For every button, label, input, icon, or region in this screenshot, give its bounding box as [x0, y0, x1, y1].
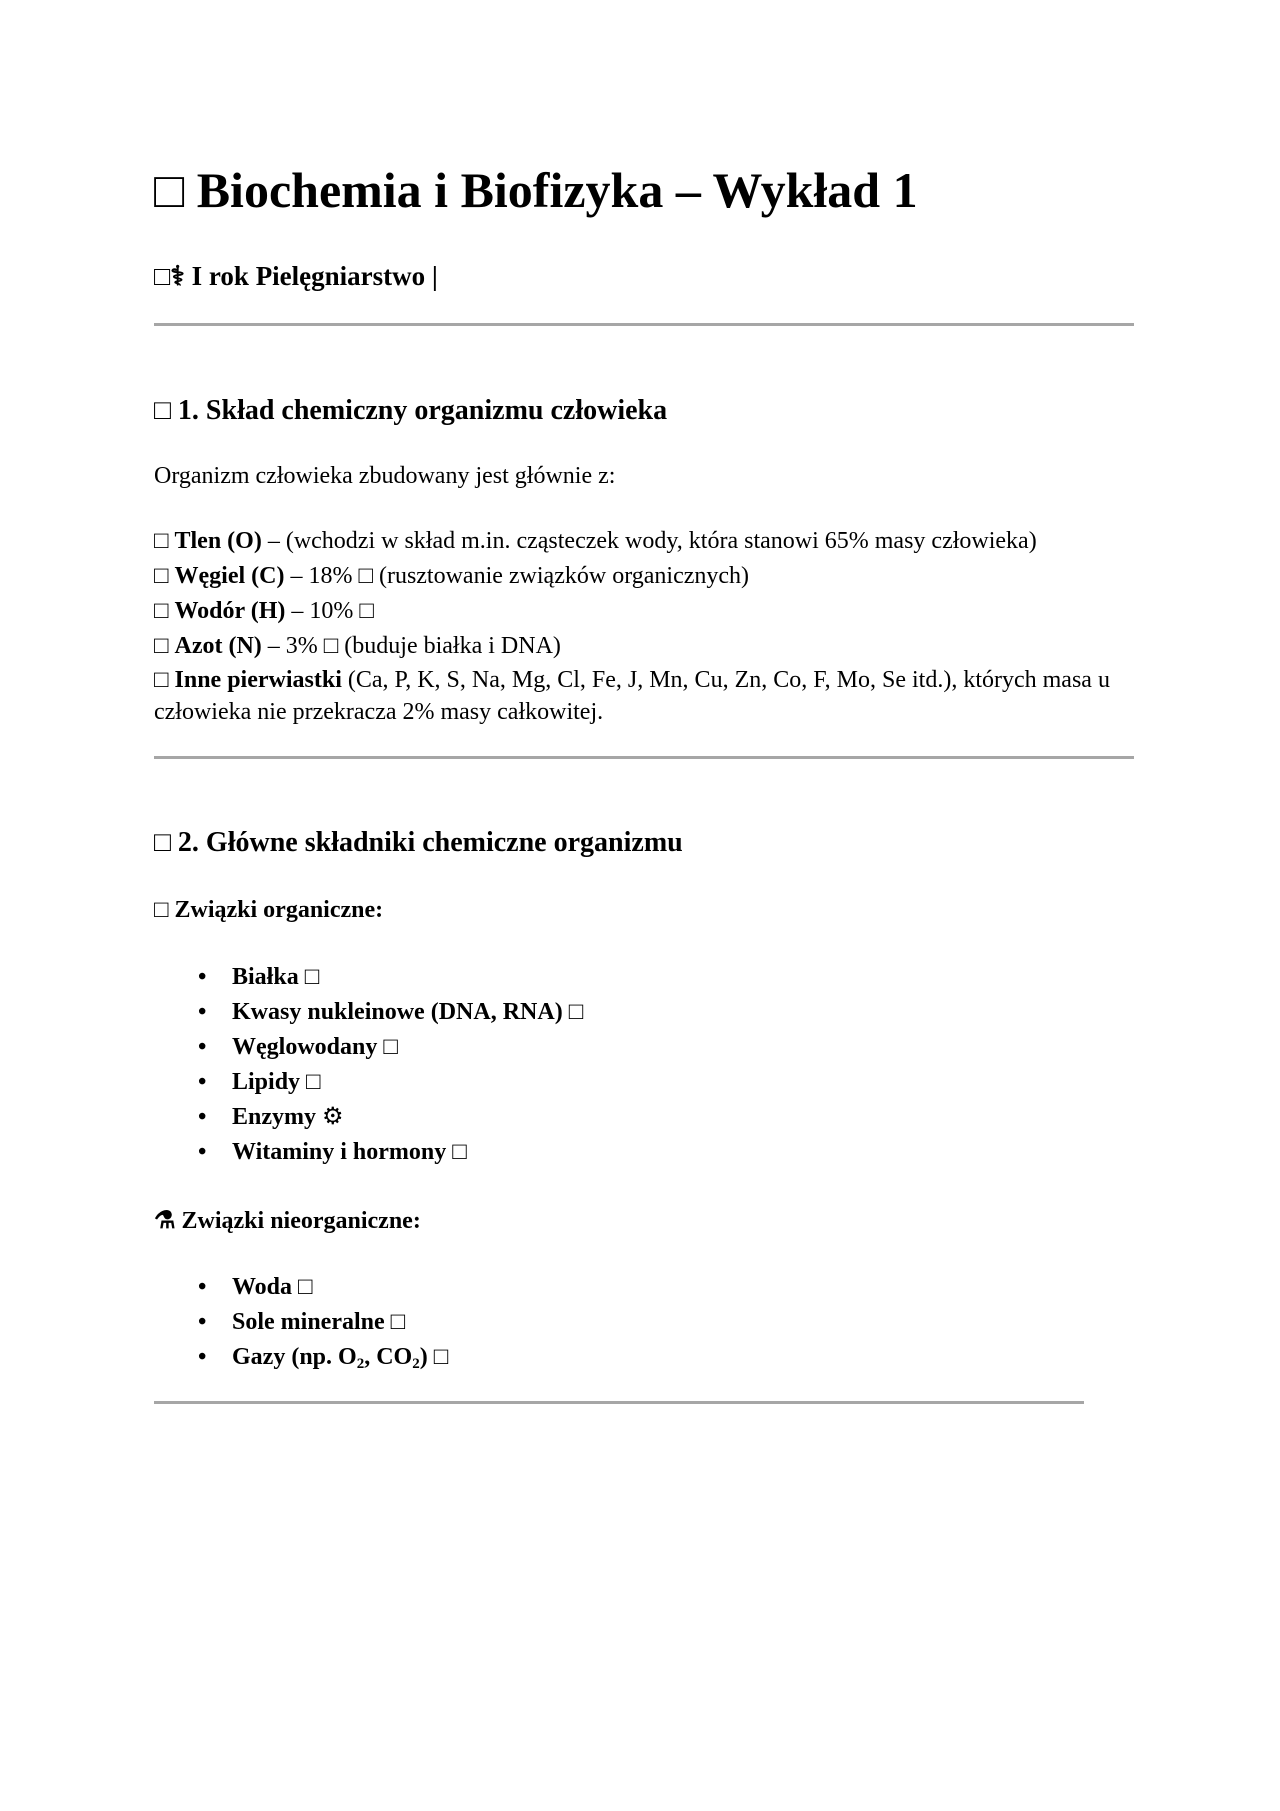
list-item: • Węglowodany □ [198, 1034, 398, 1060]
document-subtitle [154, 260, 438, 292]
horizontal-divider [154, 756, 1134, 759]
inorganic-heading [154, 1206, 421, 1236]
section-1-intro: Organizm człowieka zbudowany jest głównie z: [154, 463, 616, 489]
list-item: • Białka □ [198, 964, 320, 990]
section-2-icon: □ [154, 827, 171, 858]
caduceus-icon: □⚕ [154, 261, 185, 291]
element-text: (Ca, P, K, S, Na, Mg, Cl, Fe, J, Mn, Cu, Zn, Co, F, Mo, Se itd.), których masa u człowieka nie przekracza 2% masy całkowitej. [154, 667, 1110, 725]
title-icon: □ [154, 162, 185, 218]
inorganic-heading-text: Związki nieorganiczne: [181, 1208, 421, 1234]
horizontal-divider [154, 1401, 1084, 1404]
protein-icon: □ [304, 964, 320, 990]
list-item: • Enzymy ⚙ [198, 1104, 344, 1130]
water-icon: □ [298, 1274, 313, 1300]
organic-heading [154, 895, 383, 925]
element-icon: □ [154, 598, 169, 624]
organic-compounds-list [198, 960, 583, 1170]
lipid-icon: □ [306, 1069, 321, 1095]
element-text: – 3% □ (buduje białka i DNA) [261, 633, 561, 659]
element-icon: □ [154, 563, 169, 589]
list-item: • Gazy (np. $O_2$, $CO_2$) □ [198, 1344, 449, 1372]
list-item: • Woda □ [198, 1274, 313, 1300]
element-line-nitrogen [154, 629, 1134, 664]
inorganic-compounds-list [198, 1270, 448, 1375]
element-line-carbon [154, 559, 1134, 594]
element-name: Węgiel (C) [174, 563, 285, 589]
element-name: Inne pierwiastki [174, 667, 342, 693]
element-name: Wodór (H) [174, 598, 286, 624]
elements-list [154, 524, 1134, 728]
salt-icon: □ [390, 1309, 406, 1335]
element-text: – (wchodzi w skład m.in. cząsteczek wody, która stanowi 65% masy człowieka) [261, 528, 1037, 554]
element-line-other [154, 664, 1134, 728]
gear-icon: ⚙ [322, 1104, 344, 1130]
element-text: – 10% □ [285, 598, 374, 624]
gas-icon: □ [433, 1344, 449, 1370]
section-1-heading [154, 394, 667, 428]
element-name: Azot (N) [174, 633, 262, 659]
section-1-icon: □ [154, 395, 171, 426]
element-line-oxygen [154, 524, 1134, 559]
list-item: • Witaminy i hormony □ [198, 1139, 467, 1165]
horizontal-divider [154, 323, 1134, 326]
list-item: • Sole mineralne □ [198, 1309, 406, 1335]
carbohydrate-icon: □ [383, 1034, 398, 1060]
hormone-icon: □ [452, 1139, 467, 1165]
element-line-hydrogen [154, 594, 1134, 629]
section-2-heading-text: 2. Główne składniki chemiczne organizmu [177, 827, 683, 858]
flask-icon: ⚗ [154, 1208, 176, 1234]
document-title [154, 160, 918, 220]
subtitle-text: I rok Pielęgniarstwo | [191, 261, 438, 291]
element-text: – 18% □ (rusztowanie związków organicznych) [284, 563, 750, 589]
section-1-heading-text: 1. Skład chemiczny organizmu człowieka [177, 395, 668, 426]
element-icon: □ [154, 667, 169, 693]
title-text: Biochemia i Biofizyka – Wykład 1 [196, 162, 918, 218]
organic-icon: □ [154, 897, 169, 923]
list-item: • Lipidy □ [198, 1069, 321, 1095]
element-name: Tlen (O) [174, 528, 262, 554]
organic-heading-text: Związki organiczne: [174, 897, 384, 923]
list-item: • Kwasy nukleinowe (DNA, RNA) □ [198, 999, 584, 1025]
section-2-heading [154, 826, 683, 860]
element-icon: □ [154, 633, 169, 659]
element-icon: □ [154, 528, 169, 554]
dna-icon: □ [568, 999, 584, 1025]
